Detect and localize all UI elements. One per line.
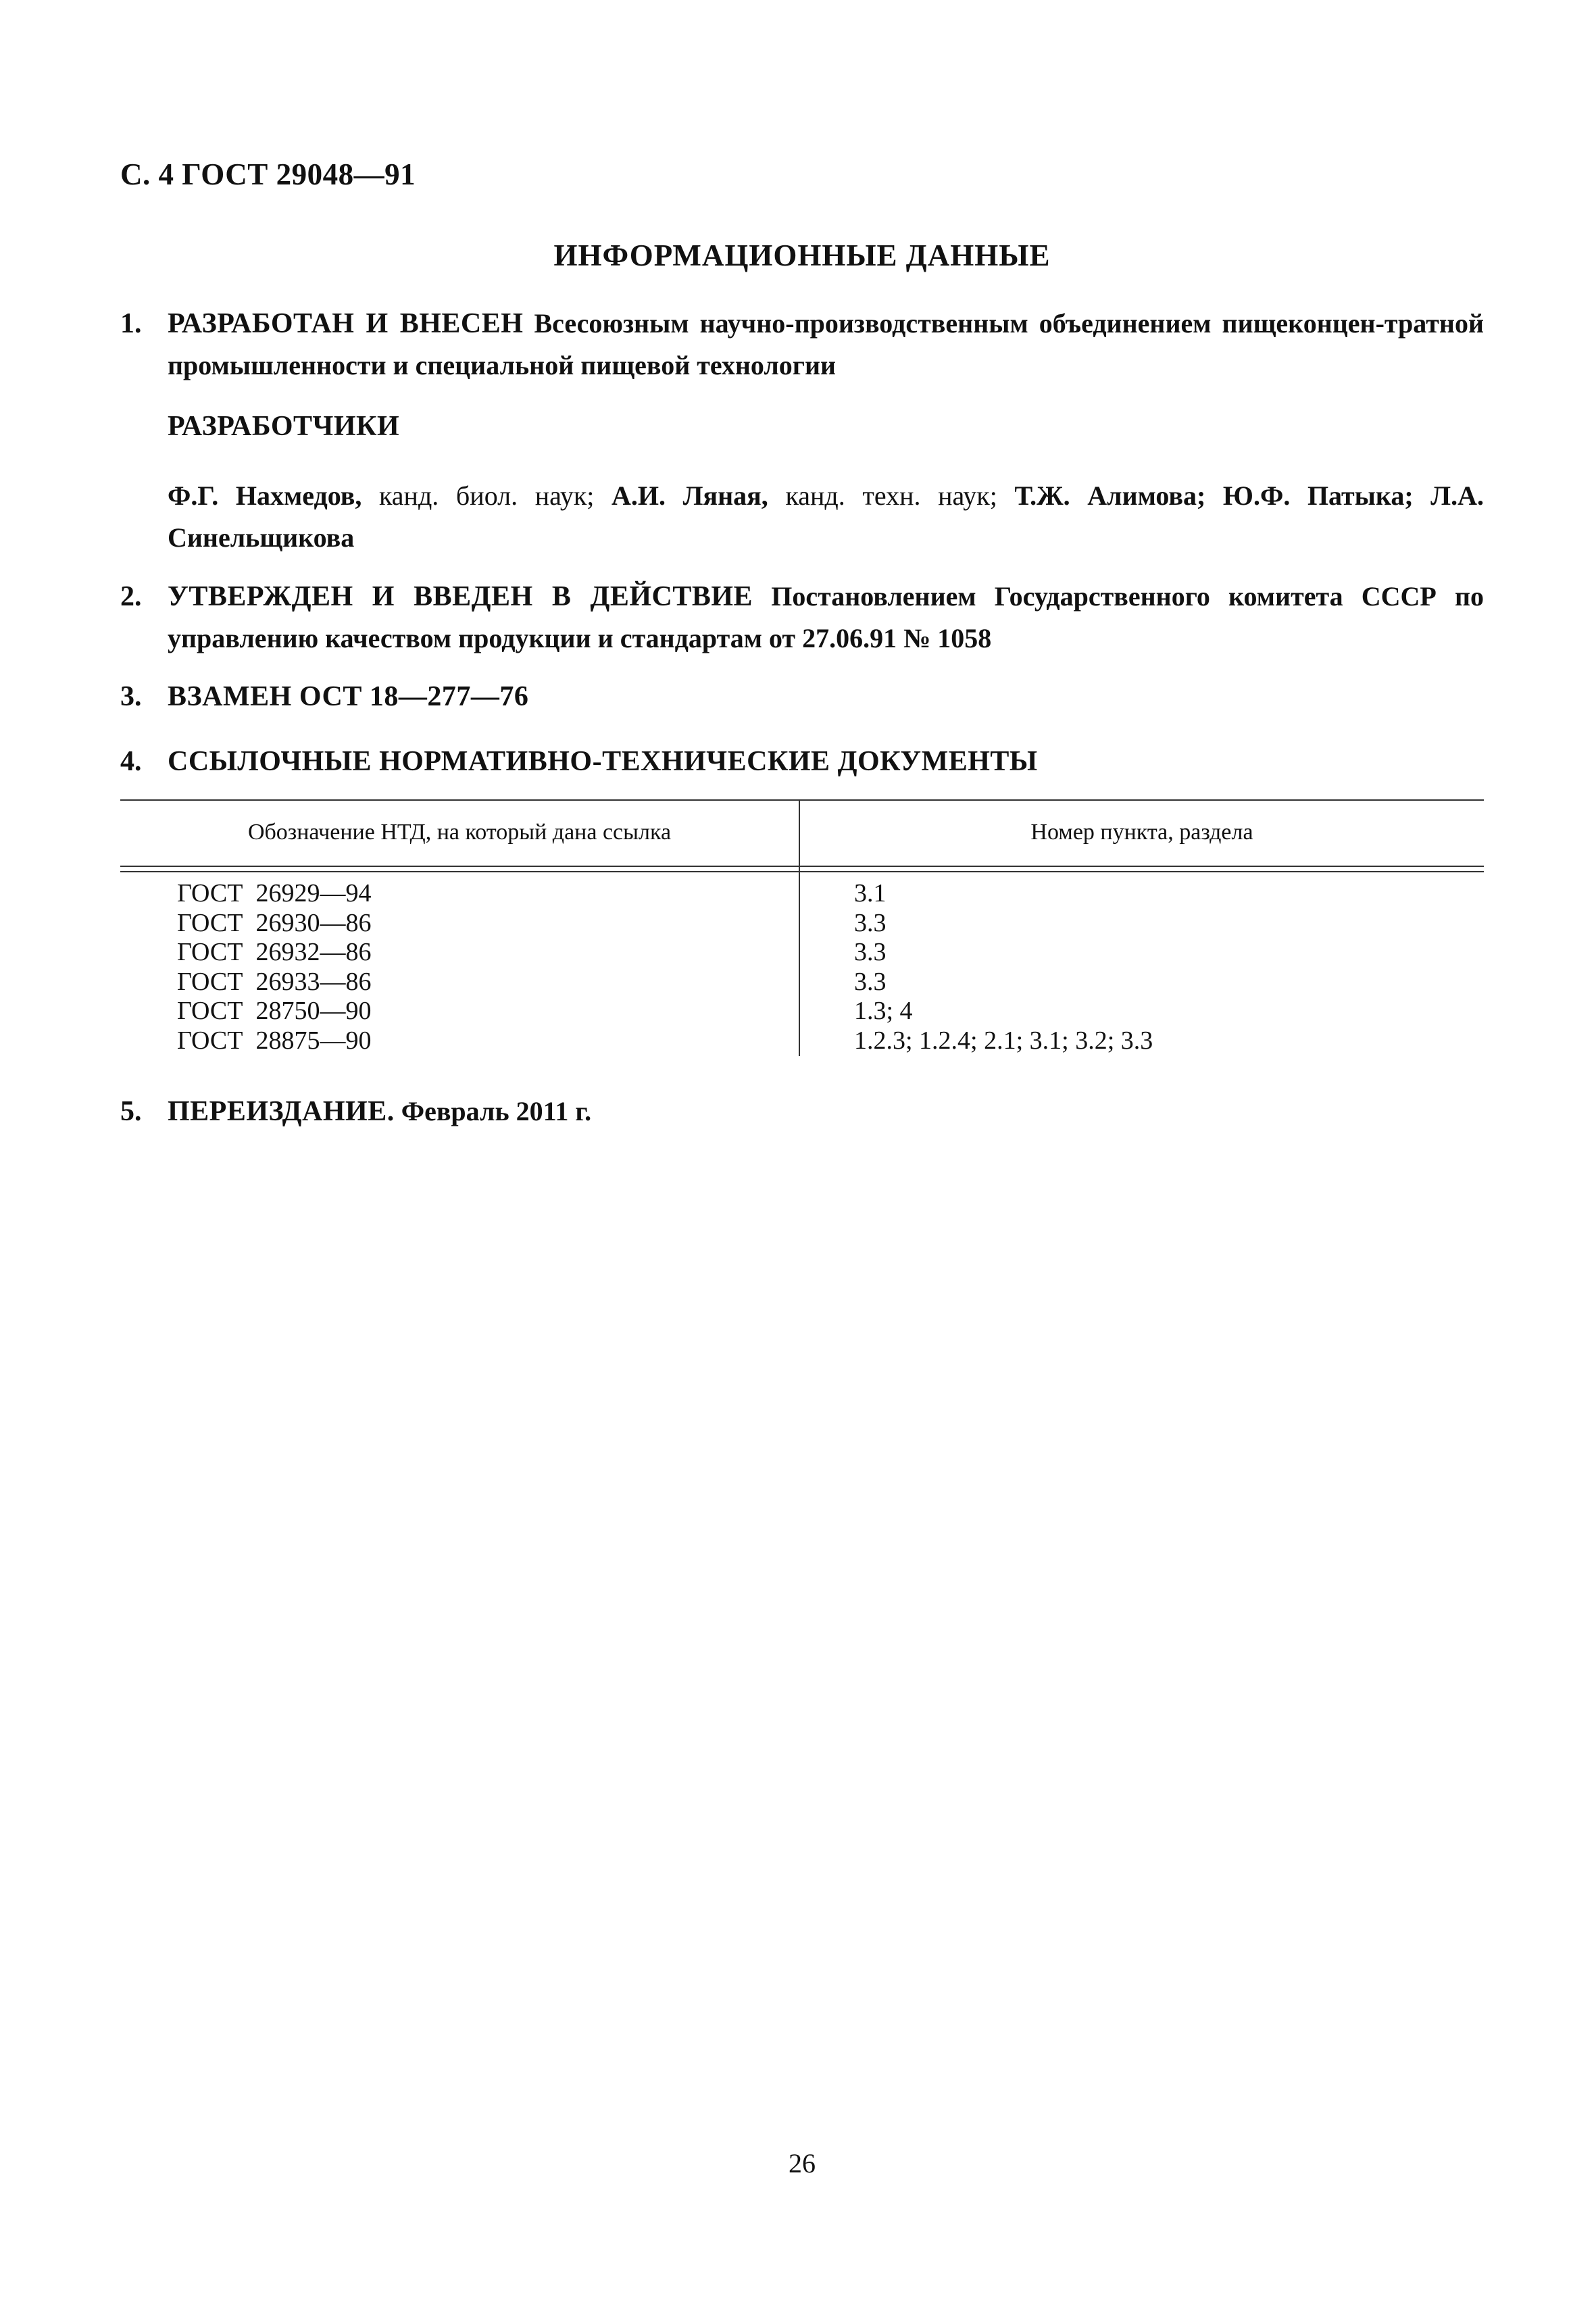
table-cell-points: 3.3 (854, 938, 887, 966)
table-row (120, 997, 1484, 1026)
item-body (168, 576, 1484, 659)
table-header-points: Номер пункта, раздела (1030, 820, 1253, 845)
item-text: Февраль 2011 г. (401, 1096, 592, 1126)
item-lead: УТВЕРЖДЕН И ВВЕДЕН В ДЕЙСТВИЕ (168, 581, 753, 612)
author-degree: канд. биол. наук; (378, 480, 595, 511)
item-text: Постановлением Государственного комитета СССР по управлению качеством продукции и стандартам от 27.06.91 № 1058 (168, 581, 1484, 653)
item-lead: РАЗРАБОТАН И ВНЕСЕН (168, 308, 524, 339)
item-lead: ССЫЛОЧНЫЕ НОРМАТИВНО-ТЕХНИЧЕСКИЕ ДОКУМЕНТЫ (168, 746, 1038, 777)
info-item-4 (120, 741, 1484, 782)
table-row (120, 968, 1484, 997)
item-number: 2. (120, 581, 142, 612)
item-number: 5. (120, 1096, 142, 1127)
table-cell-document: ГОСТ 28875—90 (177, 1026, 372, 1055)
developers-list (168, 475, 1484, 559)
table-header-rule (120, 866, 1484, 872)
table-row (120, 879, 1484, 909)
table-cell-points: 3.1 (854, 879, 887, 907)
table-body (120, 879, 1484, 1055)
info-item-2 (120, 576, 1484, 659)
author-name: А.И. Ляная, (612, 480, 768, 511)
page-header: С. 4 ГОСТ 29048—91 (120, 157, 416, 191)
author-name: Л.А. Синельщикова (168, 480, 1484, 553)
table-row (120, 909, 1484, 939)
table-row (120, 938, 1484, 968)
section-title: ИНФОРМАЦИОННЫЕ ДАННЫЕ (553, 239, 1051, 272)
table-cell-points: 3.3 (854, 967, 887, 996)
table-cell-points: 1.2.3; 1.2.4; 2.1; 3.1; 3.2; 3.3 (854, 1026, 1153, 1055)
item-lead: ПЕРЕИЗДАНИЕ. (168, 1096, 395, 1127)
info-item-5 (120, 1091, 1484, 1132)
document-page (120, 0, 1484, 2315)
item-number: 3. (120, 681, 142, 712)
item-number: 1. (120, 308, 142, 339)
table-cell-document: ГОСТ 26930—86 (177, 908, 372, 937)
references-table (120, 799, 1484, 1056)
info-item-3 (120, 676, 1484, 718)
info-item-1 (120, 303, 1484, 387)
item-text: Всесоюзным научно-производственным объединением пищеконцен-тратной промышленности и специальной пищевой технологии (168, 308, 1484, 380)
author-names: Т.Ж. Алимова; Ю.Ф. Патыка; (1014, 480, 1414, 511)
table-cell-document: ГОСТ 28750—90 (177, 997, 372, 1025)
table-cell-document: ГОСТ 26933—86 (177, 967, 372, 996)
item-body (168, 676, 1484, 718)
page-number: 26 (789, 2148, 816, 2179)
item-body (168, 741, 1484, 782)
table-row (120, 1026, 1484, 1056)
table-cell-document: ГОСТ 26932—86 (177, 938, 372, 966)
item-number: 4. (120, 746, 142, 777)
author-name: Ф.Г. Нахмедов, (168, 480, 362, 511)
developers-heading: РАЗРАБОТЧИКИ (168, 411, 400, 442)
table-cell-document: ГОСТ 26929—94 (177, 879, 372, 907)
author-degree: канд. техн. наук; (785, 480, 997, 511)
item-lead: ВЗАМЕН ОСТ 18—277—76 (168, 681, 529, 712)
item-body (168, 1091, 1484, 1132)
table-header-document: Обозначение НТД, на который дана ссылка (247, 820, 672, 845)
table-rule (120, 799, 1484, 801)
table-cell-points: 1.3; 4 (854, 997, 913, 1025)
item-body (168, 303, 1484, 387)
table-cell-points: 3.3 (854, 908, 887, 937)
